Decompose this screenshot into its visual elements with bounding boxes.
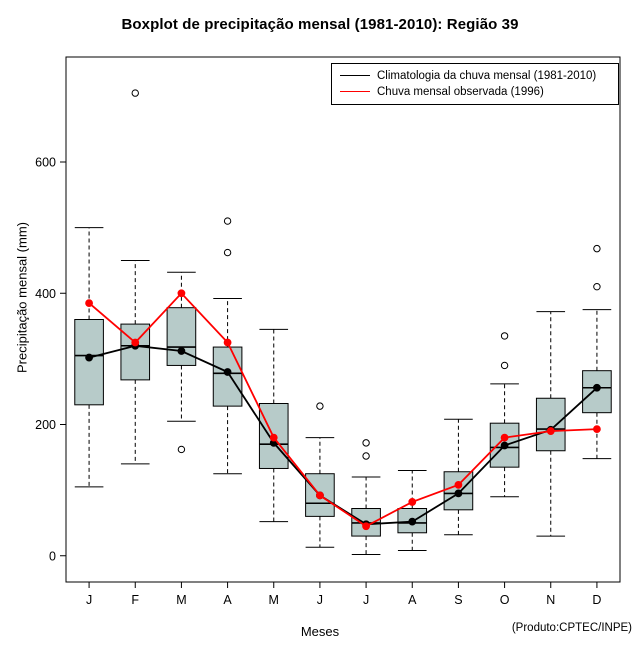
legend-label-observed: Chuva mensal observada (1996)	[377, 86, 544, 98]
legend-label-climatology: Climatologia da chuva mensal (1981-2010)	[377, 70, 597, 82]
svg-text:J: J	[316, 593, 324, 607]
legend	[331, 63, 619, 105]
svg-text:N: N	[546, 593, 556, 607]
svg-text:200: 200	[35, 418, 56, 432]
credit-text: (Produto:CPTEC/INPE)	[511, 622, 632, 634]
page-title: Boxplot de precipitação mensal (1981-2010): Região 39	[121, 16, 519, 33]
legend-swatch-climatology	[340, 75, 370, 76]
svg-text:400: 400	[35, 286, 56, 301]
svg-text:M: M	[176, 593, 187, 607]
svg-text:0: 0	[49, 549, 56, 564]
x-axis-label: Meses	[300, 624, 340, 639]
legend-swatch-observed	[340, 91, 370, 92]
legend-entry-climatology	[340, 70, 596, 84]
svg-text:S: S	[454, 593, 463, 607]
svg-text:A: A	[223, 593, 232, 607]
svg-text:A: A	[408, 593, 417, 607]
svg-text:600: 600	[35, 155, 56, 170]
svg-text:D: D	[592, 593, 602, 607]
y-axis-label: Precipitação mensal (mm)	[14, 222, 30, 373]
svg-text:J: J	[85, 593, 93, 607]
svg-text:J: J	[362, 593, 370, 607]
svg-text:F: F	[131, 593, 140, 607]
legend-entry-observed	[340, 86, 544, 100]
svg-text:M: M	[268, 593, 279, 607]
svg-text:O: O	[499, 593, 510, 607]
